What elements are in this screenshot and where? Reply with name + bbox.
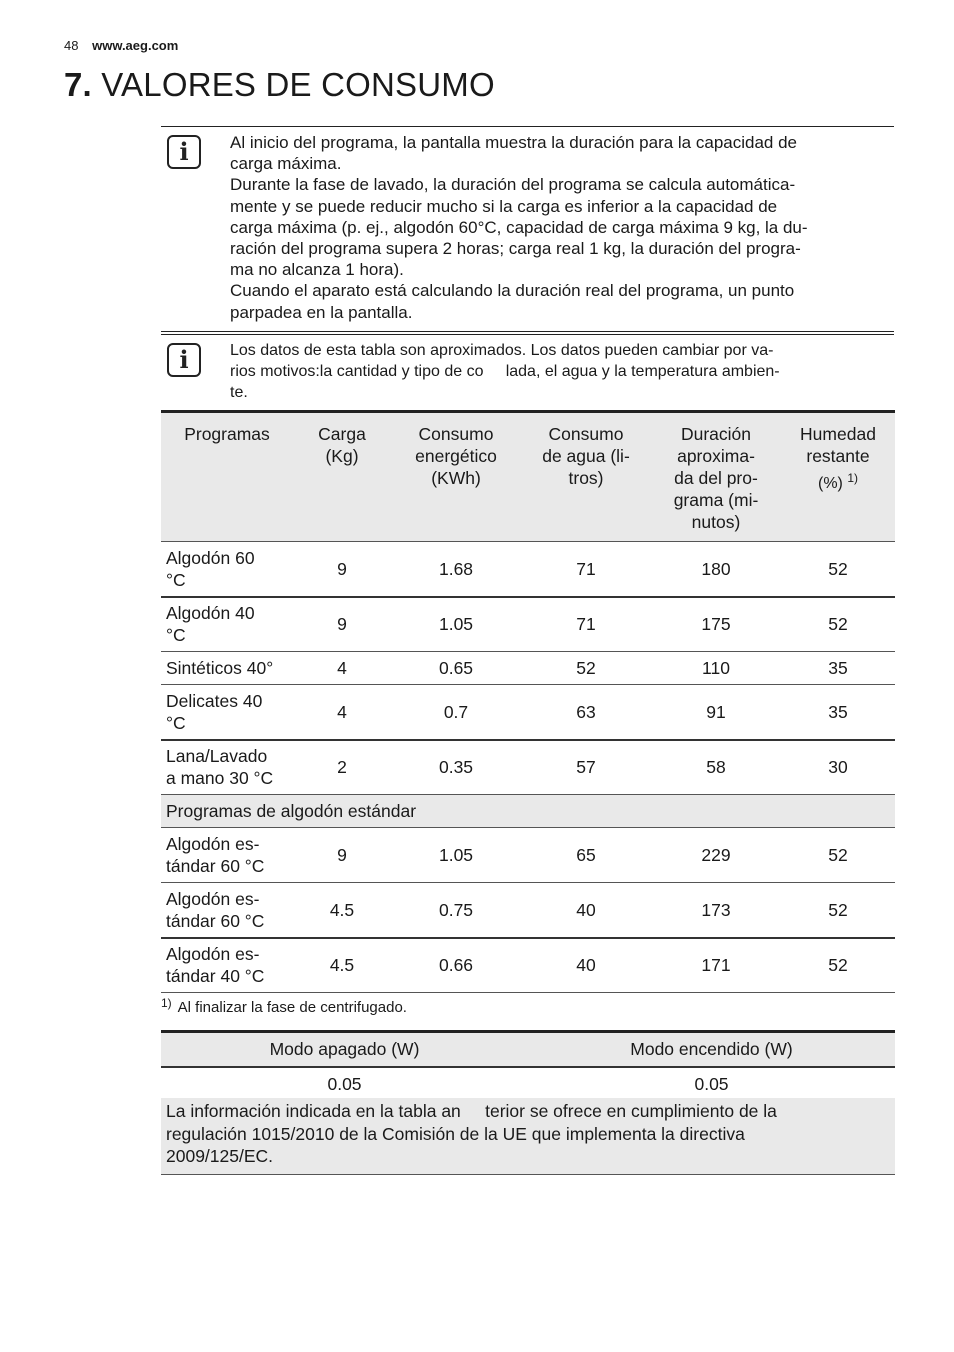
footnote-mark: 1) <box>161 996 172 1010</box>
section-label: Programas de algodón estándar <box>161 795 895 828</box>
header-consumo-agua: Consumo de agua (li- tros) <box>542 424 630 488</box>
note-line: carga máxima (p. ej., algodón 60°C, capacidad de carga máxima 9 kg, la du- <box>230 217 808 237</box>
footnote-text: Al finalizar la fase de centrifugado. <box>177 999 407 1016</box>
agua-cell: 40 <box>576 955 596 976</box>
duracion-cell: 229 <box>701 845 731 865</box>
note-line: Al inicio del programa, la pantalla muestra la duración para la capacidad de <box>230 133 798 152</box>
carga-cell: 4 <box>337 701 347 722</box>
section-number: 7. <box>64 66 92 103</box>
header-consumo-energetico: Consumo energético (KWh) <box>415 424 497 488</box>
note-line: mente y se puede reducir mucho si la carga es inferior a la capacidad de <box>230 196 778 216</box>
energia-cell: 0.65 <box>438 658 474 678</box>
header-modo-encendido: Modo encendido (W) <box>630 1039 793 1059</box>
header-humedad: Humedad restante (%) $^{1)}$ <box>800 424 876 492</box>
note-line: carga máxima. <box>230 154 342 174</box>
humedad-cell: 30 <box>828 757 848 778</box>
program-name: Sintéticos 40° <box>166 658 274 678</box>
info-note-approx <box>161 334 894 409</box>
regulation-line: regulación 1015/2010 de la Comisión de la UE que implementa la directiva <box>166 1123 745 1144</box>
table-row <box>161 597 895 652</box>
table-row <box>161 652 895 685</box>
info-icon: i <box>167 135 201 169</box>
duracion-cell: 91 <box>706 701 726 722</box>
program-name: Algodón es- tándar 60 °C <box>166 834 265 876</box>
carga-cell: 9 <box>337 614 347 635</box>
regulation-note <box>161 1098 895 1175</box>
agua-cell: 40 <box>576 899 596 920</box>
table-header-row <box>161 412 895 542</box>
note-line: ma no alcanza 1 hora). <box>230 260 404 280</box>
energia-cell: 0.75 <box>438 899 474 920</box>
table-row <box>161 685 895 740</box>
table-row <box>161 828 895 883</box>
section-title-text: VALORES DE CONSUMO <box>101 66 495 103</box>
duracion-cell: 171 <box>701 955 731 976</box>
info-note-duration <box>161 126 894 332</box>
carga-cell: 9 <box>337 845 347 865</box>
program-name: Algodón 60 °C <box>166 547 255 590</box>
regulation-line: La información indicada en la tabla an terior se ofrece en cumplimiento de la <box>166 1101 777 1121</box>
value-modo-encendido: 0.05 <box>694 1074 729 1094</box>
table-footnote <box>161 996 407 1016</box>
note-line: Los datos de esta tabla son aproximados. Los datos pueden cambiar por va- <box>230 342 774 359</box>
humedad-cell: 52 <box>828 899 848 920</box>
website-url[interactable]: www.aeg.com <box>92 38 179 53</box>
carga-cell: 4 <box>337 658 347 678</box>
energia-cell: 1.68 <box>438 558 474 579</box>
humedad-cell: 52 <box>828 845 848 865</box>
note-line: Durante la fase de lavado, la duración del programa se calcula automática- <box>230 175 796 195</box>
duracion-cell: 173 <box>701 899 731 920</box>
agua-cell: 57 <box>576 757 596 778</box>
note-approx-text <box>230 340 886 403</box>
humedad-cell: 35 <box>828 701 848 722</box>
agua-cell: 52 <box>576 658 596 678</box>
humedad-cell: 35 <box>828 658 848 678</box>
program-name: Lana/Lavado a mano 30 °C <box>166 746 274 789</box>
note-line: Cuando el aparato está calculando la duración real del programa, un punto <box>230 281 795 301</box>
humedad-cell: 52 <box>828 955 848 976</box>
page-number: 48 <box>64 38 79 53</box>
note-duration-text <box>230 132 886 323</box>
header-modo-apagado: Modo apagado (W) <box>269 1039 420 1059</box>
power-table <box>161 1030 895 1103</box>
duracion-cell: 110 <box>702 658 730 678</box>
table-row <box>161 938 895 993</box>
info-icon: i <box>167 343 201 377</box>
humedad-cell: 52 <box>828 558 848 579</box>
note-line: te. <box>230 384 248 401</box>
power-value-row <box>161 1067 895 1102</box>
program-name: Delicates 40 °C <box>166 690 263 733</box>
agua-cell: 65 <box>576 845 596 865</box>
agua-cell: 71 <box>576 614 596 635</box>
carga-cell: 9 <box>337 558 347 579</box>
energia-cell: 1.05 <box>438 845 474 865</box>
carga-cell: 4.5 <box>329 955 355 976</box>
carga-cell: 2 <box>337 757 347 778</box>
duracion-cell: 58 <box>706 757 726 778</box>
energia-cell: 0.7 <box>443 701 469 722</box>
energia-cell: 1.05 <box>438 614 474 635</box>
table-row <box>161 883 895 938</box>
duracion-cell: 175 <box>701 614 731 635</box>
carga-cell: 4.5 <box>329 899 355 920</box>
value-modo-apagado: 0.05 <box>327 1074 362 1094</box>
energia-cell: 0.35 <box>438 757 474 778</box>
regulation-line: 2009/125/EC. <box>166 1146 274 1166</box>
agua-cell: 63 <box>576 701 596 722</box>
table-section-row <box>161 795 895 828</box>
power-header-row <box>161 1032 895 1068</box>
note-line: rios motivos:la cantidad y tipo de co lada, el agua y la temperatura ambien- <box>230 363 780 380</box>
humedad-cell: 52 <box>828 614 848 635</box>
section-title <box>64 66 495 104</box>
table-row <box>161 542 895 597</box>
header-duracion: Duración aproxima- da del pro- grama (mi- nutos) <box>673 424 759 532</box>
header-carga: Carga (Kg) <box>318 424 366 466</box>
note-line: ración del programa supera 2 horas; carga real 1 kg, la duración del progra- <box>230 239 801 259</box>
program-name: Algodón es- tándar 40 °C <box>166 944 265 987</box>
energia-cell: 0.66 <box>438 955 474 976</box>
agua-cell: 71 <box>576 558 596 579</box>
duracion-cell: 180 <box>701 558 731 579</box>
footnote-mark: 1) <box>847 471 858 485</box>
program-name: Algodón 40 °C <box>166 603 255 646</box>
note-line: parpadea en la pantalla. <box>230 302 413 322</box>
consumption-table <box>161 410 895 993</box>
header-programas: Programas <box>184 424 270 444</box>
table-row <box>161 740 895 795</box>
page-header <box>64 38 178 53</box>
program-name: Algodón es- tándar 60 °C <box>166 888 265 931</box>
